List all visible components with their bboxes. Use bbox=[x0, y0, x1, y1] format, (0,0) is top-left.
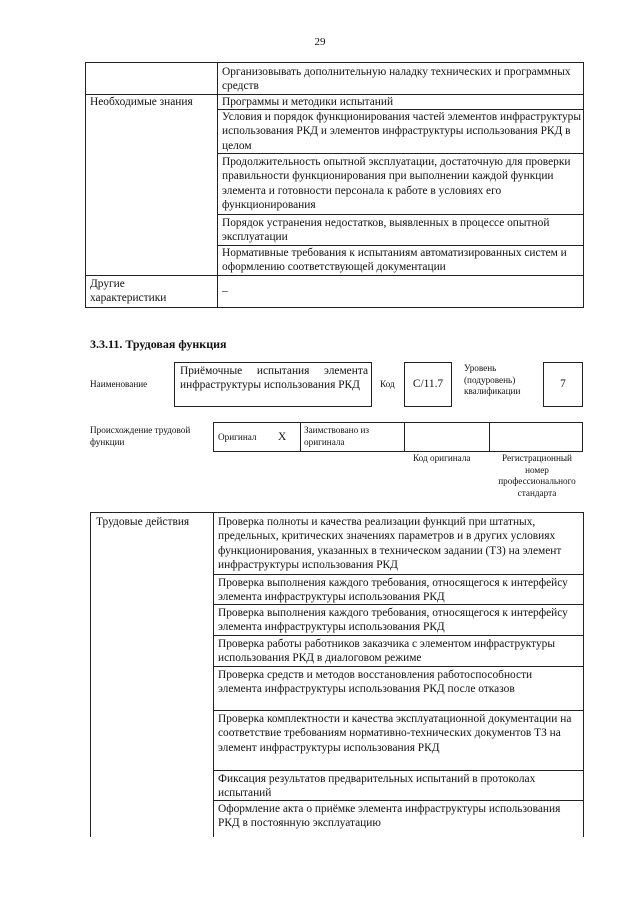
name-value: Приёмочные испытания элемента инфраструктуры использования РКД bbox=[180, 365, 368, 392]
knowledge-item: Нормативные требования к испытаниям автоматизированных систем и оформлению соответствующей документации bbox=[222, 247, 567, 274]
table-rule bbox=[213, 770, 583, 771]
table-rule bbox=[583, 512, 584, 837]
table-rule bbox=[90, 512, 91, 837]
code-label: Код bbox=[380, 379, 395, 389]
page-number: 29 bbox=[314, 36, 326, 48]
other-label: Другие характеристики bbox=[90, 278, 167, 305]
reg-number-caption: Регистрационный номер профессионального стандарта bbox=[498, 453, 576, 498]
skill-text: Организовывать дополнительную наладку технических и программных средств bbox=[222, 66, 571, 93]
name-label: Наименование bbox=[90, 379, 148, 389]
origin-label: Происхождение трудовой функции bbox=[90, 425, 191, 447]
action-item: Проверка средств и методов восстановления работоспособности элемента инфраструктуры использования РКД после отказов bbox=[218, 669, 533, 696]
table-rule bbox=[404, 422, 405, 452]
action-item: Проверка комплектности и качества эксплуатационной документации на соответствие требованиям нормативно-технических документов ТЗ на элемент инфраструктуры использования РКД bbox=[218, 713, 572, 754]
table-rule bbox=[213, 710, 583, 711]
knowledge-item: Порядок устранения недостатков, выявленных в процессе опытной эксплуатации bbox=[222, 217, 550, 244]
knowledge-item: Условия и порядок функционирования частей элементов инфраструктуры использования РКД и элементов инфраструктуры использования РКД в целом bbox=[222, 111, 582, 152]
table-rule bbox=[85, 275, 583, 276]
table-rule bbox=[217, 153, 583, 154]
action-item: Проверка выполнения каждого требования, относящегося к интерфейсу элемента инфраструктуры использования РКД bbox=[218, 577, 568, 604]
action-item: Оформление акта о приёмке элемента инфраструктуры использования РКД в постоянную эксплуатацию bbox=[218, 803, 561, 830]
actions-label: Трудовые действия bbox=[96, 516, 190, 528]
table-rule bbox=[489, 422, 490, 452]
action-item: Проверка выполнения каждого требования, относящегося к интерфейсу элемента инфраструктуры использования РКД bbox=[218, 607, 568, 634]
section-title: 3.3.11. Трудовая функция bbox=[90, 337, 227, 351]
table-rule bbox=[213, 574, 583, 575]
table-rule bbox=[213, 635, 583, 636]
original-label: Оригинал bbox=[218, 432, 257, 442]
knowledge-item: Программы и методики испытаний bbox=[222, 96, 394, 108]
original-mark: X bbox=[278, 431, 287, 443]
level-value: 7 bbox=[560, 378, 566, 390]
borrowed-label: Заимствовано из оригинала bbox=[304, 425, 370, 447]
table-rule bbox=[85, 62, 583, 63]
action-item: Проверка полноты и качества реализации функций при штатных, предельных, критических значениях параметров и в других условиях функционирования, указанных в техническом задании (ТЗ) на элемент инфраструктуры использования РКД bbox=[218, 516, 562, 571]
knowledge-label: Необходимые знания bbox=[90, 96, 193, 108]
table-rule bbox=[85, 307, 583, 308]
knowledge-item: Продолжительность опытной эксплуатации, достаточную для проверки правильности функционирования при выполнении каждой функции элемента и готовности персонала к работе в условиях его функционирования bbox=[222, 156, 571, 211]
action-item: Фиксация результатов предварительных испытаний в протоколах испытаний bbox=[218, 773, 536, 800]
action-item: Проверка работы работников заказчика с элементом инфраструктуры использования РКД в диалоговом режиме bbox=[218, 638, 556, 665]
table-rule bbox=[217, 214, 583, 215]
table-rule bbox=[90, 512, 583, 513]
code-value: С/11.7 bbox=[412, 378, 444, 390]
table-rule bbox=[217, 62, 218, 308]
table-rule bbox=[213, 666, 583, 667]
other-value: – bbox=[222, 285, 228, 297]
code-original-caption: Код оригинала bbox=[413, 453, 471, 463]
table-rule bbox=[213, 512, 214, 837]
table-rule bbox=[85, 62, 86, 308]
table-rule bbox=[300, 422, 301, 452]
level-label: Уровень (подуровень) квалификации bbox=[464, 363, 521, 397]
